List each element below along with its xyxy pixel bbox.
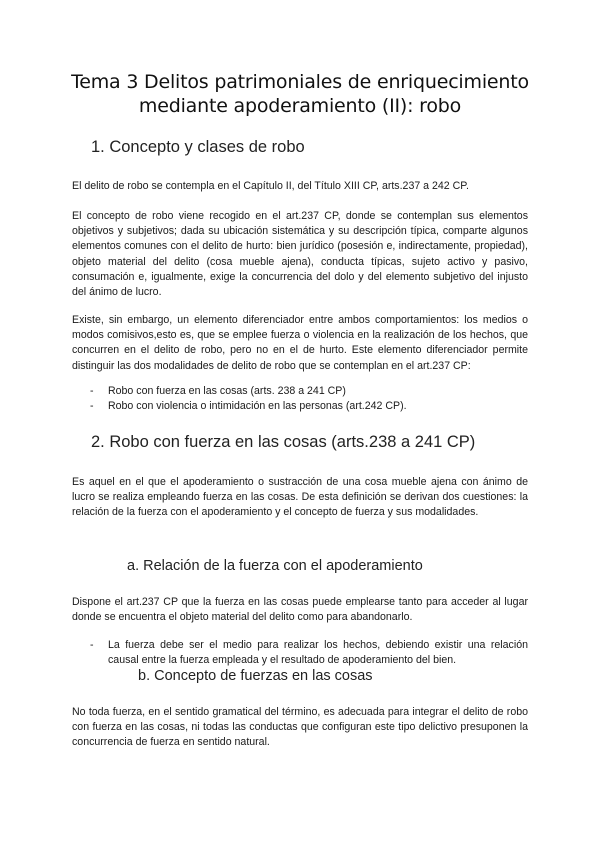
list-item xyxy=(90,384,530,399)
subsection-b-paragraph: No toda fuerza, en el sentido gramatical del término, es adecuada para integrar el delito de robo con fuerza en las cosas, ni todas las conductas que configuran este tipo delictivo presuponen la concurrencia de fuerza en sentido natural. xyxy=(72,706,528,749)
section-1-paragraph-2: El concepto de robo viene recogido en el art.237 CP, donde se contemplan sus elementos objetivos y subjetivos; dada su ubicación sistemática y su descripción típica, comparte algunos elementos comunes con el delito de hurto: bien jurídico (posesión e, indirectamente, propiedad), objeto material del delito (cosa mueble ajena), conducta típicas, sujeto activo y pasivo, consumación e, igualmente, exige la concurrencia del dolo y del elemento subjetivo del injusto del ánimo de lucro. xyxy=(72,210,528,299)
list-item-text: Robo con violencia o intimidación en las personas (art.242 CP). xyxy=(108,400,407,413)
list-item xyxy=(90,399,530,414)
bullet-marker: - xyxy=(90,400,94,413)
title-line-2: mediante apoderamiento (II): robo xyxy=(138,95,462,117)
section-1-heading: 1. Concepto y clases de robo xyxy=(91,138,305,156)
section-1-bullet-list xyxy=(90,384,530,414)
bullet-marker: - xyxy=(90,385,94,397)
section-2-heading: 2. Robo con fuerza en las cosas (arts.238 a 241 CP) xyxy=(91,433,476,451)
subsection-a-bullet-list xyxy=(90,638,528,668)
section-2-paragraph-1: Es aquel en el que el apoderamiento o sustracción de una cosa mueble ajena con ánimo de lucro se realiza empleando fuerza en las cosas. De esta definición se derivan dos cuestiones: la relación de la fuerza con el apoderamiento y el concepto de fuerza y sus modalidades. xyxy=(72,476,528,519)
subsection-a-heading: a. Relación de la fuerza con el apoderamiento xyxy=(127,558,423,574)
section-1-paragraph-1: El delito de robo se contempla en el Capítulo II, del Título XIII CP, arts.237 a 242 CP. xyxy=(72,180,469,192)
document-title xyxy=(60,70,540,118)
subsection-b-heading: b. Concepto de fuerzas en las cosas xyxy=(138,668,373,684)
list-item xyxy=(90,638,528,668)
list-item-text: La fuerza debe ser el medio para realizar los hechos, debiendo existir una relación causal entre la fuerza empleada y el resultado de apoderamiento del bien. xyxy=(108,639,528,667)
section-1-paragraph-3: Existe, sin embargo, un elemento diferenciador entre ambos comportamientos: los medios o modos comisivos,esto es, que se emplee fuerza o violencia en la realización de los hechos, que concurren en el delito de robo, pero no en el de hurto. Este elemento diferenciador permite distinguir las dos modalidades de delito de robo que se contemplan en el art.237 CP: xyxy=(72,314,528,372)
list-item-text: Robo con fuerza en las cosas (arts. 238 a 241 CP) xyxy=(108,385,346,397)
subsection-a-paragraph: Dispone el art.237 CP que la fuerza en las cosas puede emplearse tanto para acceder al lugar donde se encuentra el objeto material del delito como para abandonarlo. xyxy=(72,596,528,624)
bullet-marker: - xyxy=(90,639,94,651)
title-line-1: Tema 3 Delitos patrimoniales de enriquecimiento xyxy=(71,71,529,93)
